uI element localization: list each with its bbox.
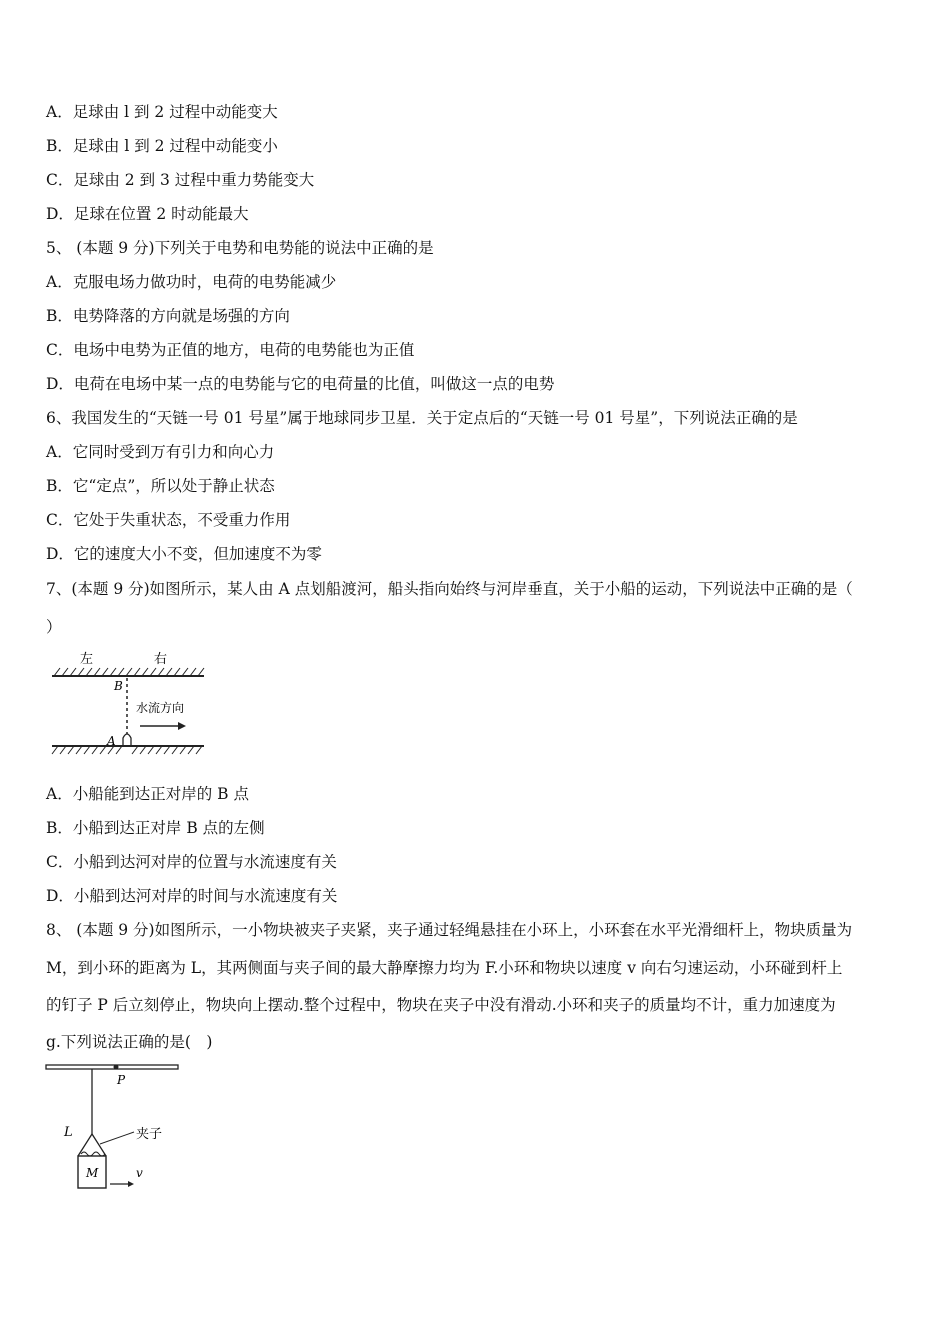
nail-p-icon	[114, 1065, 119, 1070]
q7-stem-line1: 7、(本题 9 分)如图所示，某人由 A 点划船渡河，船头指向始终与河岸垂直，关于小船的运动，下列说法中正确的是（	[46, 580, 853, 598]
q6-stem: 6、我国发生的“天链一号 01 号星”属于地球同步卫星．关于定点后的“天链一号 01 号星”，下列说法正确的是	[46, 409, 798, 427]
point-b-label: B	[114, 679, 123, 693]
clip-label: 夹子	[136, 1127, 163, 1142]
q8-stem-line3: 的钉子 P 后立刻停止，物块向上摆动.整个过程中，物块在夹子中没有滑动.小环和夹子的质量均不计，重力加速度为	[46, 996, 836, 1014]
flow-arrow-icon	[178, 722, 186, 730]
q7-option-d: D．小船到达河对岸的时间与水流速度有关	[46, 887, 338, 905]
length-l-label: L	[64, 1125, 73, 1140]
top-bank-hatch	[54, 668, 204, 676]
label-right: 右	[154, 652, 168, 667]
q4-option-b: B．足球由 l 到 2 过程中动能变小	[46, 137, 278, 155]
q7-stem-line2: ）	[46, 618, 62, 636]
q5-option-c: C．电场中电势为正值的地方，电荷的电势能也为正值	[46, 341, 415, 359]
point-a-label: A	[107, 734, 116, 748]
q7-option-a: A．小船能到达正对岸的 B 点	[46, 785, 249, 803]
q5-stem: 5、 (本题 9 分)下列关于电势和电势能的说法中正确的是	[46, 239, 434, 257]
pendulum-clip-figure	[44, 1060, 204, 1200]
q5-option-a: A．克服电场力做功时，电荷的电势能减少	[46, 273, 337, 291]
q4-option-c: C．足球由 2 到 3 过程中重力势能变大	[46, 171, 315, 189]
block-m-label: M	[86, 1166, 99, 1180]
horizontal-rod	[46, 1065, 178, 1069]
label-left: 左	[80, 652, 94, 667]
q7-option-c: C．小船到达河对岸的位置与水流速度有关	[46, 853, 337, 871]
nail-p-label: P	[117, 1073, 126, 1087]
q6-option-b: B．它“定点”，所以处于静止状态	[46, 477, 275, 495]
q8-stem-line2: M，到小环的距离为 L，其两侧面与夹子间的最大静摩擦力均为 F.小环和物块以速度 v 向右匀速运动，小环碰到杆上	[46, 959, 843, 977]
boat-icon	[123, 734, 131, 746]
river-crossing-figure	[44, 646, 214, 764]
q4-option-a: A．足球由 l 到 2 过程中动能变大	[46, 103, 278, 121]
q6-option-a: A．它同时受到万有引力和向心力	[46, 443, 275, 461]
q8-stem-line4: g.下列说法正确的是( )	[46, 1033, 213, 1051]
q4-option-d: D．足球在位置 2 时动能最大	[46, 205, 249, 223]
bottom-bank-hatch	[52, 746, 202, 754]
q6-option-c: C．它处于失重状态，不受重力作用	[46, 511, 291, 529]
q5-option-d: D．电荷在电场中某一点的电势能与它的电荷量的比值，叫做这一点的电势	[46, 375, 555, 393]
clip-pointer-line	[100, 1132, 134, 1144]
q7-option-b: B．小船到达正对岸 B 点的左侧	[46, 819, 265, 837]
q5-option-b: B．电势降落的方向就是场强的方向	[46, 307, 290, 325]
velocity-arrow-icon	[128, 1181, 134, 1187]
q6-option-d: D．它的速度大小不变，但加速度不为零	[46, 545, 322, 563]
flow-direction-label: 水流方向	[136, 701, 185, 715]
q8-stem-line1: 8、 (本题 9 分)如图所示，一小物块被夹子夹紧，夹子通过轻绳悬挂在小环上，小环套在水平光滑细杆上，物块质量为	[46, 921, 853, 939]
velocity-v-label: v	[136, 1166, 143, 1180]
